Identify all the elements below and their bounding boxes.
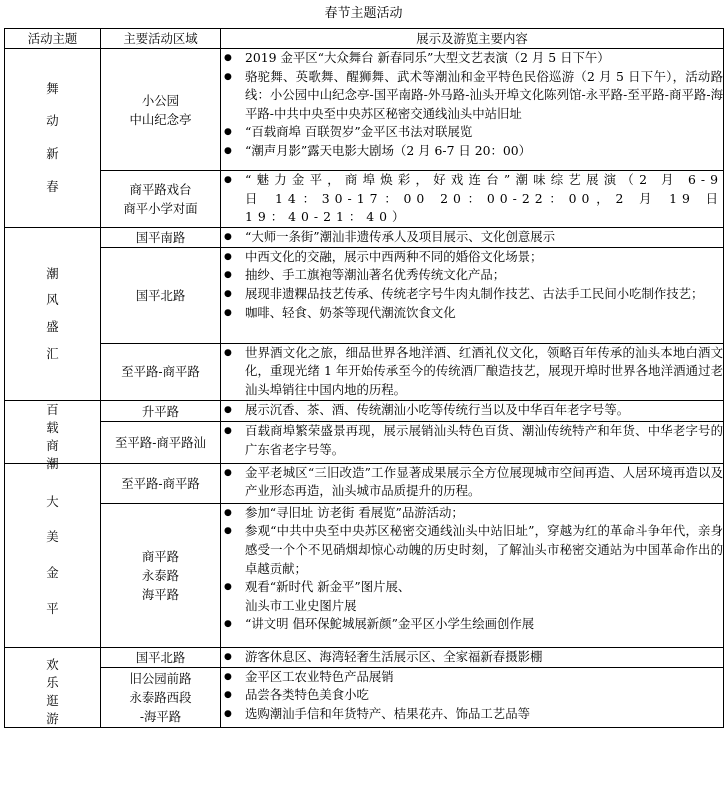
bullet-item: ● 世界酒文化之旅，细品世界各地洋酒、红酒礼仪文化，领略百年传承的汕头本地白酒文化，重现光绪 1 年开始传承至今的传统酒厂酿造技艺，展现开埠时世界各地洋酒通过老汕头埠销往中国内地的历程。 bbox=[221, 344, 723, 400]
bullet-item: ● 骆驼舞、英歌舞、醒狮舞、武术等潮汕和金平特色民俗巡游（2 月 5 日下午），活动路线：小公园中山纪念亭-国平南路-外马路-汕头开埠文化陈列馆-永平路-至平路-商平路-海平路-中共中央至中央苏区秘密交通线汕头中站旧址 bbox=[221, 68, 723, 124]
area-name: 中山纪念亭 bbox=[129, 111, 192, 127]
bullet-item: ● 咖啡、轻食、奶茶等现代潮流饮食文化 bbox=[221, 304, 723, 323]
bullet-item: ● 中西文化的交融，展示中西两种不同的婚俗文化场景； bbox=[221, 248, 723, 267]
content-cell bbox=[221, 422, 724, 463]
table-row bbox=[5, 503, 724, 647]
bullet-item: ● 观看“新时代 新金平”图片展、 bbox=[221, 578, 723, 597]
table-row bbox=[5, 400, 724, 422]
bullet-item: ● “讲文明 倡环保鮀城展新颜”金平区小学生绘画创作展 bbox=[221, 615, 723, 634]
theme-char: 金 bbox=[46, 565, 59, 581]
header-theme: 活动主题 bbox=[5, 29, 101, 49]
theme-cell bbox=[5, 49, 101, 228]
theme-char: 新 bbox=[46, 146, 59, 162]
theme-name bbox=[5, 475, 100, 635]
theme-char: 潮 bbox=[46, 455, 59, 471]
area-cell bbox=[101, 49, 221, 171]
theme-char: 盛 bbox=[46, 319, 59, 335]
bullet-item: ● 展示沉香、茶、酒、传统潮汕小吃等传统行当以及中华百年老字号等。 bbox=[221, 401, 723, 420]
header-content: 展示及游览主要内容 bbox=[221, 29, 724, 49]
area-cell bbox=[101, 227, 221, 247]
content-cell bbox=[221, 49, 724, 171]
area-name: 升平路 bbox=[141, 403, 180, 419]
area-cell bbox=[101, 647, 221, 667]
content-list bbox=[221, 464, 723, 501]
bullet-item: ● 金平区工农业特色产品展销 bbox=[221, 668, 723, 687]
bullet-item: ● 2019 金平区“大众舞台 新春同乐”大型文艺表演（2 月 5 日下午） bbox=[221, 49, 723, 68]
content-list bbox=[221, 248, 723, 322]
content-cell bbox=[221, 343, 724, 400]
bullet-item: ● “魅力金平，商埠焕彩，好戏连台”潮味综艺展演（2 月 6-9 日 14：30-17：00 20：00-22：00，2 月 19 日 19：40-21：40） bbox=[221, 171, 723, 227]
header-area: 主要活动区域 bbox=[101, 29, 221, 49]
theme-cell bbox=[5, 227, 101, 400]
table-row bbox=[5, 247, 724, 343]
theme-char: 大 bbox=[46, 493, 59, 509]
area-cell bbox=[101, 503, 221, 647]
area-cell bbox=[101, 422, 221, 463]
table-row bbox=[5, 422, 724, 463]
theme-char: 平 bbox=[46, 600, 59, 616]
table-row bbox=[5, 667, 724, 727]
area-name: 商平路戏台 bbox=[129, 181, 192, 197]
table-row bbox=[5, 227, 724, 247]
area-name: 国平北路 bbox=[135, 649, 186, 665]
theme-name bbox=[5, 65, 100, 211]
bullet-item: ● 参加“寻旧址 访老街 看展览”品游活动； bbox=[221, 504, 723, 523]
table-body bbox=[5, 49, 724, 728]
bullet-item: ● 百载商埠繁荣盛景再现，展示展销汕头特色百货、潮汕传统特产和年货、中华老字号的广东省老字号等。 bbox=[221, 422, 723, 459]
area-name: 商平路 bbox=[141, 548, 180, 564]
content-list bbox=[221, 171, 723, 227]
content-cell bbox=[221, 227, 724, 247]
content-cell bbox=[221, 400, 724, 422]
theme-char: 汇 bbox=[46, 345, 59, 361]
theme-char: 乐 bbox=[46, 675, 59, 691]
theme-char: 舞 bbox=[46, 80, 59, 96]
bullet-item: ● 游客休息区、海湾轻奢生活展示区、全家福新春摄影棚 bbox=[221, 648, 723, 667]
theme-char: 美 bbox=[46, 529, 59, 545]
content-list bbox=[221, 648, 723, 667]
area-name: -海平路 bbox=[139, 708, 182, 724]
theme-char: 潮 bbox=[46, 265, 59, 281]
table-row bbox=[5, 343, 724, 400]
content-cell bbox=[221, 247, 724, 343]
area-name: 永泰路 bbox=[141, 567, 180, 583]
bullet-item: ● 金平老城区“三旧改造”工作显著成果展示全方位展现城市空间再造、人居环境再造以及产业形态再造，汕头城市品质提升的历程。 bbox=[221, 464, 723, 501]
theme-char: 动 bbox=[46, 113, 59, 129]
area-name: 国平北路 bbox=[135, 287, 186, 303]
content-list bbox=[221, 49, 723, 161]
content-cell bbox=[221, 503, 724, 647]
area-name: 至平路-商平路 bbox=[121, 364, 200, 380]
table-row bbox=[5, 647, 724, 667]
theme-char: 风 bbox=[46, 292, 59, 308]
area-name: 海平路 bbox=[141, 586, 180, 602]
theme-char: 春 bbox=[46, 179, 59, 195]
theme-cell bbox=[5, 647, 101, 727]
bullet-item: ● 品尝各类特色美食小吃 bbox=[221, 686, 723, 705]
table-row bbox=[5, 49, 724, 171]
table-row bbox=[5, 463, 724, 503]
area-cell bbox=[101, 400, 221, 422]
bullet-item: ● 参观“中共中央至中央苏区秘密交通线汕头中站旧址”，穿越为红的革命斗争年代，亲身感受一个个不见硝烟却惊心动魄的历史时刻，了解汕头市秘密交通站为中国革命作出的卓越贡献； bbox=[221, 522, 723, 578]
theme-char: 逛 bbox=[46, 693, 59, 709]
theme-name bbox=[5, 656, 100, 727]
area-cell bbox=[101, 667, 221, 727]
area-name: 永泰路西段 bbox=[129, 689, 192, 705]
area-cell bbox=[101, 171, 221, 228]
theme-cell bbox=[5, 400, 101, 471]
content-list bbox=[221, 422, 723, 459]
content-list bbox=[221, 344, 723, 400]
theme-char: 欢 bbox=[46, 657, 59, 673]
bullet-item: ● “百载商埠 百联贺岁”金平区书法对联展览 bbox=[221, 123, 723, 142]
bullet-item: ● 抽纱、手工旗袍等潮汕著名优秀传统文化产品； bbox=[221, 266, 723, 285]
bullet-item: ● “潮声月影”露天电影大剧场（2 月 6-7 日 20：00） bbox=[221, 142, 723, 161]
area-cell bbox=[101, 343, 221, 400]
area-name: 至平路-商平路 bbox=[121, 475, 200, 491]
list-item: 汕头市工业史图片展 bbox=[245, 597, 357, 613]
theme-cell bbox=[5, 463, 101, 647]
area-cell bbox=[101, 463, 221, 503]
table-row bbox=[5, 171, 724, 228]
theme-char: 载 bbox=[46, 419, 59, 435]
area-cell bbox=[101, 247, 221, 343]
theme-char: 游 bbox=[46, 711, 59, 727]
theme-name bbox=[5, 256, 100, 372]
area-name: 商平小学对面 bbox=[123, 200, 198, 216]
area-name: 至平路-商平路汕 bbox=[115, 435, 206, 451]
content-list bbox=[221, 228, 723, 247]
page-title: 春节主题活动 bbox=[324, 6, 403, 21]
theme-char: 商 bbox=[46, 437, 59, 453]
header-row bbox=[5, 29, 724, 49]
theme-name bbox=[5, 401, 100, 471]
bullet-item: ● “大师一条街”潮汕非遗传承人及项目展示、文化创意展示 bbox=[221, 228, 723, 247]
content-cell bbox=[221, 667, 724, 727]
content-cell bbox=[221, 647, 724, 667]
content-cell bbox=[221, 463, 724, 503]
area-name: 国平南路 bbox=[135, 229, 186, 245]
area-name: 旧公园前路 bbox=[129, 670, 192, 686]
theme-char: 百 bbox=[46, 401, 59, 417]
bullet-item: ● 展现非遗粿品技艺传承、传统老字号牛肉丸制作技艺、古法手工民间小吃制作技艺； bbox=[221, 285, 723, 304]
activity-table bbox=[4, 28, 724, 728]
content-cell bbox=[221, 171, 724, 228]
bullet-item: ● 选购潮汕手信和年货特产、桔果花卉、饰品工艺品等 bbox=[221, 705, 723, 724]
content-list bbox=[221, 504, 723, 634]
content-list bbox=[221, 401, 723, 420]
content-list bbox=[221, 668, 723, 724]
area-name: 小公园 bbox=[141, 92, 180, 108]
